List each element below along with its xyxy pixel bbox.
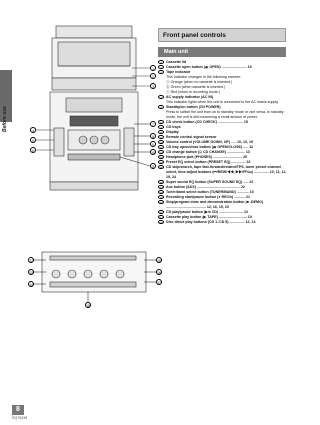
callout-14: 14 <box>29 283 33 287</box>
item-text: Headphone jack (PHONES) ............................. 20 <box>166 155 248 159</box>
item-number: 19 <box>159 196 163 201</box>
item-text: AC supply indicator (AC IN) <box>166 95 214 99</box>
item-text: Preset EQ select button (PRESET EQ) .............. 22 <box>166 160 251 164</box>
item-number: 23 <box>159 221 163 226</box>
callout-6: 6 <box>30 147 36 153</box>
item-text: ⓐ Orange (when no cassette is inserted.) <box>166 80 233 84</box>
item-text: Display <box>166 130 179 134</box>
item-number: 3 <box>158 70 164 74</box>
main-body <box>36 92 150 190</box>
item-text: Standby/on switch (⏻/I POWER) <box>166 105 221 109</box>
callout-1: 1 <box>150 65 156 71</box>
item-number: 8 <box>158 130 164 134</box>
item-text: Volume control (VOLUME DOWN, UP) ..... 10, 13, 19 <box>166 140 253 144</box>
item-text: Cassette open button (⏏ OPEN) ......................... 19 <box>166 65 252 69</box>
side-tab-label: Before use <box>2 106 8 132</box>
item-text: CD play/pause button (▶/⏸ CD) ........................ 12 <box>166 210 249 214</box>
callout-10: 10 <box>151 151 155 155</box>
item-number: 14 <box>159 161 163 166</box>
page-title: Front panel controls <box>158 28 286 42</box>
item-number: 4 <box>158 95 164 99</box>
section-heading: Main unit <box>158 47 286 57</box>
item-text: CD skip/search, tape fast-forward/rewind/TPS, tuner preset channel select, time adjust buttons (⏮/REW/◀◀, ▶▶/FF/⏭) ............... 10, 11, 12, 19, 24 <box>166 165 287 179</box>
item-number: 21 <box>159 211 163 216</box>
callout-16: 16 <box>157 271 161 275</box>
item-number: 13 <box>159 156 163 161</box>
item-number: 16 <box>159 181 163 186</box>
controls-list <box>158 60 288 225</box>
item-text: Cassette lid <box>166 60 187 64</box>
item-number: 12 <box>159 151 163 156</box>
item-number: 22 <box>159 216 163 221</box>
item-text: Remote control signal sensor <box>166 135 217 139</box>
item-text: Press to switch the unit from on to standby mode or vice versa. In standby mode, the unit is still consuming a small amount of power. <box>166 110 284 119</box>
callout-3: 3 <box>150 83 156 89</box>
callout-17: 17 <box>157 281 161 285</box>
item-text: CD change button (⎐ CD CHANGE) .................. 13 <box>166 150 250 154</box>
callout-12: 12 <box>29 259 33 263</box>
item-number: 11 <box>159 146 163 151</box>
item-text: Aux button (AUX) ........................................... 22 <box>166 185 245 189</box>
item-text: ⓑ Green (when cassette is inserted.) <box>166 85 226 89</box>
item-text: CD trays <box>166 125 181 129</box>
cassette-deck <box>52 26 150 90</box>
item-number: 17 <box>159 186 163 191</box>
item-text: Disc direct play buttons (CD 1–CD 5) ............... 12, 13 <box>166 220 256 224</box>
item-number: 2 <box>158 65 164 69</box>
item-text: Super sound EQ button (SUPER SOUND EQ) ..... 22 <box>166 180 254 184</box>
item-text: ⓒ Red (when in recording mode.) <box>166 90 220 94</box>
item-number: 7 <box>158 125 164 129</box>
stereo-illustration <box>28 24 163 364</box>
item-number: 1 <box>158 60 164 64</box>
callout-8: 8 <box>150 133 156 139</box>
list-item <box>158 220 288 225</box>
callout-18: 18 <box>86 304 90 308</box>
item-number: 20 <box>159 201 163 206</box>
item-text: Tuner/band select button (TUNER/BAND) ............ 10 <box>166 190 254 194</box>
item-text: This indicator changes in the following manner: <box>166 75 241 79</box>
item-number: 15 <box>159 166 163 171</box>
stereo-drawing <box>28 24 163 364</box>
item-text: CD check button (CD CHECK) ......................... 15 <box>166 120 248 124</box>
item-text: This indicator lights when the unit is connected to the AC mains supply. <box>166 100 279 104</box>
panel-detail <box>34 252 156 302</box>
page-code: RQT6538 <box>12 416 28 420</box>
callout-7: 7 <box>150 121 156 127</box>
item-number: 18 <box>159 191 163 196</box>
item-text: Tape indicator <box>166 70 191 74</box>
item-number: 5 <box>158 105 164 109</box>
item-text: Cassette play button (▶ TAPE) ............................ 19 <box>166 215 252 219</box>
item-number: 9 <box>158 135 164 139</box>
item-text: Stop/program clear and demonstration button (■ -DEMO) ........................................ 12, 16, 19, 23 <box>166 200 264 209</box>
callout-15: 15 <box>157 259 161 263</box>
page-number: 8 <box>12 405 24 415</box>
callout-13: 13 <box>29 271 33 275</box>
item-text: Recording start/pause button (● REC/⏸) ........... 21 <box>166 195 251 199</box>
item-text: CD tray open/close button (⏏ OPEN/CLOSE) ..... 12 <box>166 145 254 149</box>
list-item <box>158 165 288 180</box>
callout-9: 9 <box>150 141 156 147</box>
item-number: 6 <box>158 120 164 124</box>
callout-5: 5 <box>30 137 36 143</box>
list-item <box>158 110 288 120</box>
item-number: 10 <box>159 141 163 146</box>
callout-4: 4 <box>30 127 36 133</box>
callout-11: 11 <box>151 165 155 169</box>
callout-2: 2 <box>150 73 156 79</box>
list-item <box>158 200 288 210</box>
